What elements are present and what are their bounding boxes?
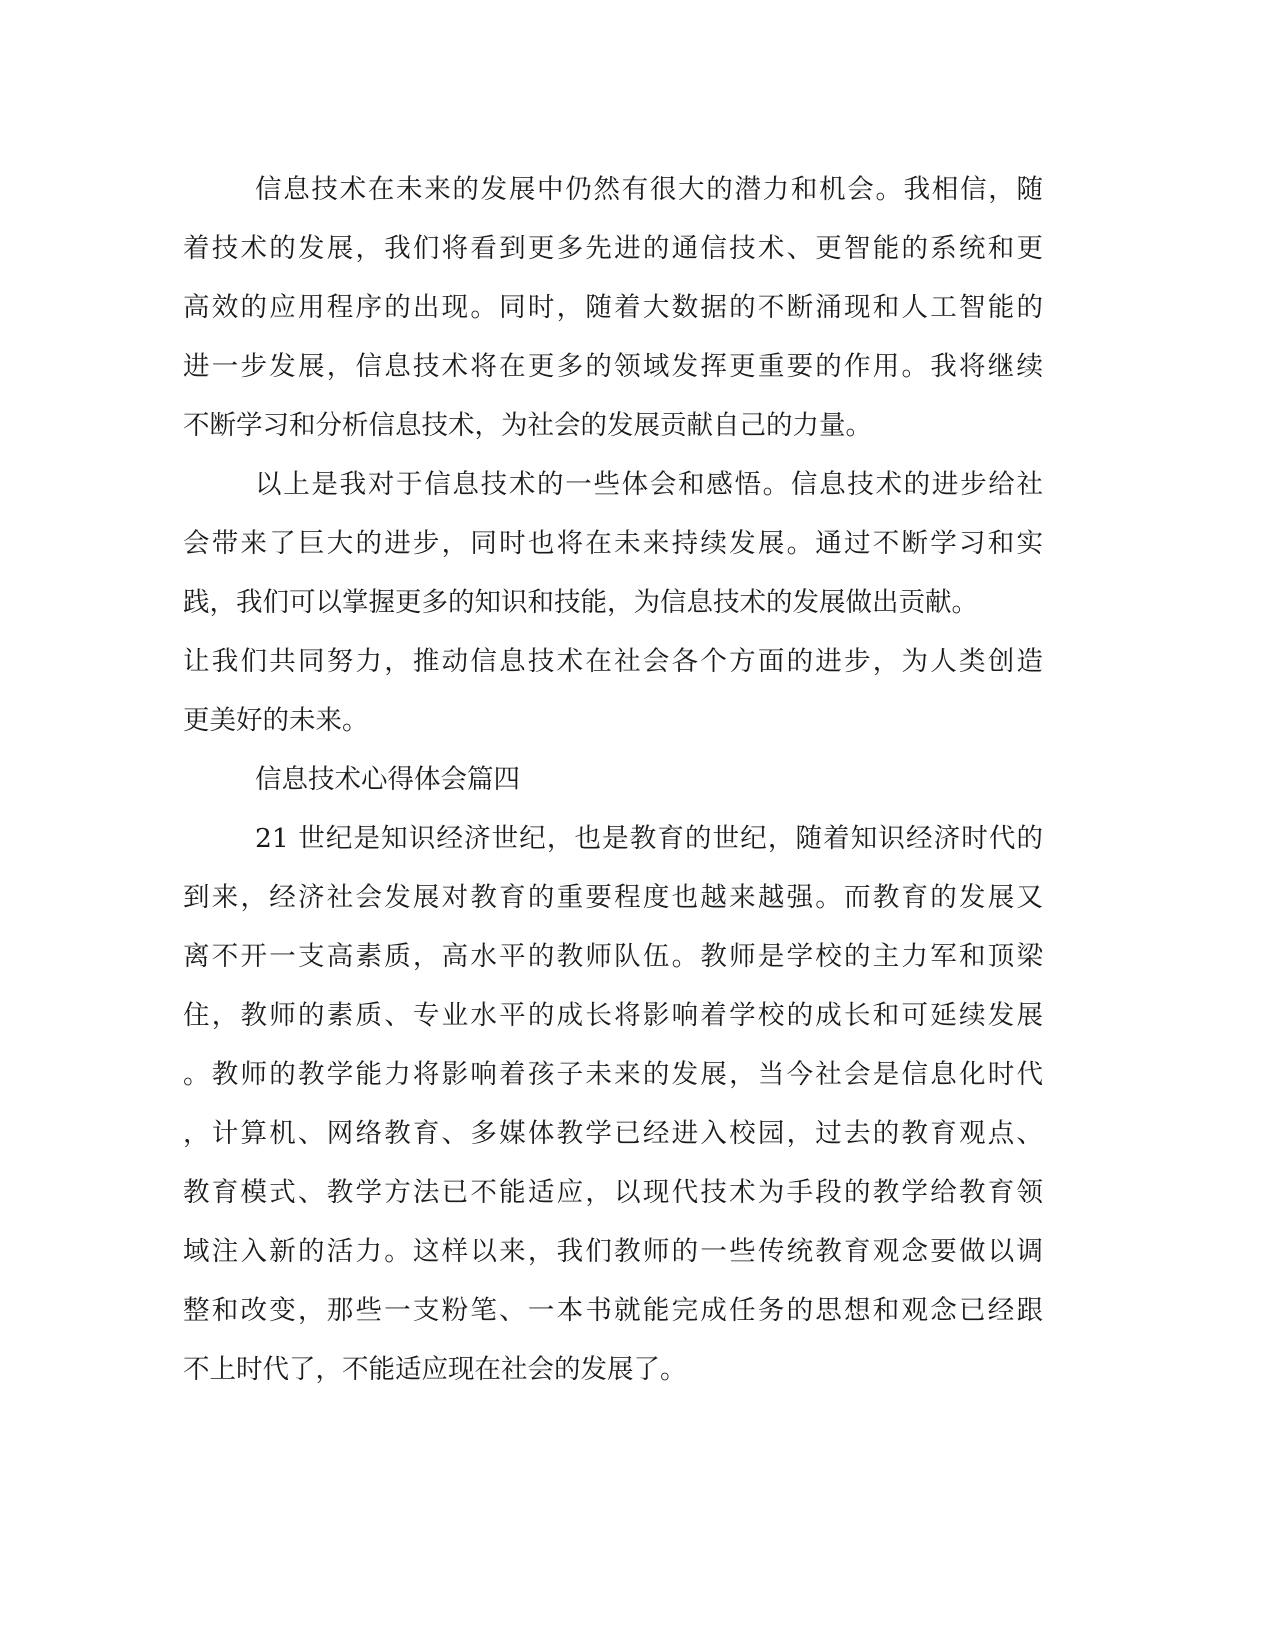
paragraph-future-potential xyxy=(183,160,1043,455)
paragraph-line: 域注入新的活力。这样以来，我们教师的一些传统教育观念要做以调 xyxy=(183,1236,1043,1267)
paragraph-line: 践，我们可以掌握更多的知识和技能，为信息技术的发展做出贡献。 xyxy=(183,587,978,618)
paragraph-line: 教育模式、教学方法已不能适应，以现代技术为手段的教学给教育领 xyxy=(183,1177,1043,1208)
paragraph-education-era xyxy=(183,809,1043,1399)
document-body xyxy=(183,160,1043,1399)
paragraph-line: 高效的应用程序的出现。同时，随着大数据的不断涌现和人工智能的 xyxy=(183,292,1043,323)
paragraph-line: 整和改变，那些一支粉笔、一本书就能完成任务的思想和观念已经跟 xyxy=(183,1295,1043,1326)
section-heading xyxy=(183,750,1043,809)
paragraph-line: 会带来了巨大的进步，同时也将在未来持续发展。通过不断学习和实 xyxy=(183,528,1043,559)
paragraph-line: ，计算机、网络教育、多媒体教学已经进入校园，过去的教育观点、 xyxy=(183,1118,1043,1149)
section-title: 信息技术心得体会篇四 xyxy=(255,764,520,795)
paragraph-line: 住，教师的素质、专业水平的成长将影响着学校的成长和可延续发展 xyxy=(183,1000,1043,1031)
paragraph-line: 信息技术在未来的发展中仍然有很大的潜力和机会。我相信，随 xyxy=(255,174,1043,205)
paragraph-line: 让我们共同努力，推动信息技术在社会各个方面的进步，为人类创造 xyxy=(183,646,1043,677)
paragraph-line: 着技术的发展，我们将看到更多先进的通信技术、更智能的系统和更 xyxy=(183,233,1043,264)
paragraph-line: 不断学习和分析信息技术，为社会的发展贡献自己的力量。 xyxy=(183,410,872,441)
paragraph-line: 21 世纪是知识经济世纪，也是教育的世纪，随着知识经济时代的 xyxy=(255,823,1043,854)
paragraph-line: 进一步发展，信息技术将在更多的领域发挥更重要的作用。我将继续 xyxy=(183,351,1043,382)
paragraph-line: 离不开一支高素质，高水平的教师队伍。教师是学校的主力军和顶梁 xyxy=(183,941,1043,972)
paragraph-line: 到来，经济社会发展对教育的重要程度也越来越强。而教育的发展又 xyxy=(183,882,1043,913)
paragraph-line: 。教师的教学能力将影响着孩子未来的发展，当今社会是信息化时代 xyxy=(183,1059,1043,1090)
paragraph-reflection xyxy=(183,455,1043,750)
paragraph-line: 不上时代了，不能适应现在社会的发展了。 xyxy=(183,1354,687,1385)
paragraph-line: 以上是我对于信息技术的一些体会和感悟。信息技术的进步给社 xyxy=(255,469,1043,500)
paragraph-line: 更美好的未来。 xyxy=(183,705,369,736)
